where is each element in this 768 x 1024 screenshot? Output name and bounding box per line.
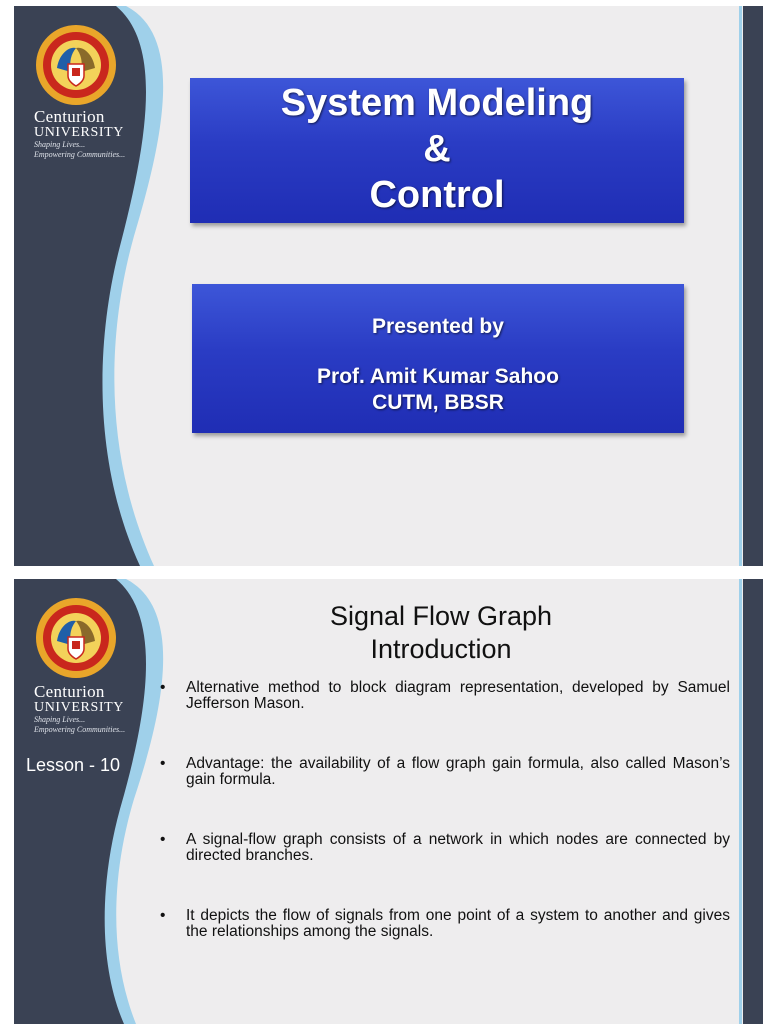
bullet-text: It depicts the flow of signals from one point of a system to another and gives the relationships among the signals.	[186, 907, 730, 940]
university-seal-logo	[35, 597, 117, 679]
title-box	[190, 78, 684, 223]
bullet-dot: •	[160, 679, 166, 696]
right-edge-bar	[743, 579, 763, 1024]
title-line: Control	[369, 174, 505, 216]
bullet-dot: •	[160, 831, 166, 848]
university-brand	[34, 683, 174, 735]
brand-name-university: UNIVERSITY	[34, 700, 124, 715]
slide-subtitle: Introduction	[370, 634, 512, 664]
bullet-text: A signal-flow graph consists of a network in which nodes are connected by directed branches.	[186, 831, 730, 864]
brand-tagline: Shaping Lives...	[34, 140, 86, 149]
brand-name: Centurion	[34, 682, 105, 701]
university-brand	[34, 108, 174, 160]
presenter-affiliation: CUTM, BBSR	[372, 391, 504, 414]
title-line: &	[423, 128, 451, 170]
bullet-item	[160, 832, 730, 864]
presented-by-label: Presented by	[372, 315, 504, 338]
lesson-label: Lesson - 10	[26, 755, 121, 775]
presenter-name: Prof. Amit Kumar Sahoo	[317, 365, 559, 388]
bullet-list	[160, 680, 730, 984]
title-slide	[14, 6, 763, 566]
content-slide	[14, 579, 763, 1024]
slide-title: Signal Flow Graph	[329, 601, 553, 631]
bullet-text: Alternative method to block diagram representation, developed by Samuel Jefferson Mason.	[186, 679, 730, 712]
bullet-dot: •	[160, 907, 166, 924]
title-line: System Modeling	[280, 82, 594, 124]
brand-tagline: Empowering Communities...	[34, 725, 126, 734]
right-edge-bar	[743, 6, 763, 566]
bullet-item	[160, 908, 730, 940]
bullet-item	[160, 680, 730, 712]
university-seal-logo	[35, 24, 117, 106]
bullet-dot: •	[160, 755, 166, 772]
presenter-box	[192, 284, 684, 433]
brand-tagline: Shaping Lives...	[34, 715, 86, 724]
brand-name: Centurion	[34, 107, 105, 126]
brand-name-university: UNIVERSITY	[34, 125, 124, 140]
bullet-text: Advantage: the availability of a flow graph gain formula, also called Mason’s gain formula.	[186, 755, 730, 788]
brand-tagline: Empowering Communities...	[34, 150, 126, 159]
bullet-item	[160, 756, 730, 788]
